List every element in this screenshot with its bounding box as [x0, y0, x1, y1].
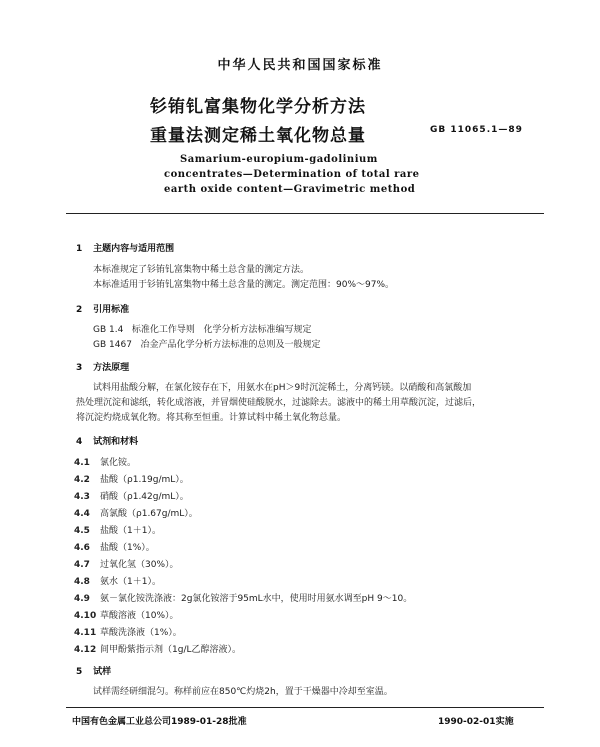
section-1-para-1: 本标准规定了钐铕钆富集物中稀土总含量的测定方法。	[93, 265, 310, 275]
reference-gb-1467: GB 1467 冶金产品化学分析方法标准的总则及一般规定	[93, 340, 321, 350]
gb-code: GB 11065.1—89	[430, 125, 523, 135]
reagent-item: 4.2 盐酸（ρ1.19g/mL）。	[74, 475, 189, 485]
section-5-para: 试样需经研细混匀。称样前应在850℃灼烧2h，置于干燥器中冷却至室温。	[93, 687, 393, 697]
reagent-item: 4.6 盐酸（1%）。	[74, 543, 155, 553]
section-title: 方法原理	[93, 363, 130, 373]
section-title: 主题内容与适用范围	[93, 244, 175, 254]
reagent-item: 4.10 草酸溶液（10%）。	[74, 611, 179, 621]
section-3-line-1: 试料用盐酸分解，在氯化铵存在下，用氨水在pH＞9时沉淀稀土，分离钙镁。以硝酸和高氯酸加	[93, 383, 472, 393]
title-line-2: 重量法测定稀土氧化物总量	[150, 126, 366, 146]
section-1-heading	[76, 241, 174, 254]
national-standard-heading: 中华人民共和国国家标准	[217, 58, 383, 73]
section-3-line-3: 将沉淀灼烧成氧化物。将其称至恒重。计算试料中稀土氧化物总量。	[76, 413, 347, 423]
section-5-heading	[76, 664, 111, 677]
section-number: 2	[76, 305, 83, 315]
reagent-item: 4.4 高氯酸（ρ1.67g/mL）。	[74, 509, 198, 519]
section-3-heading	[76, 360, 129, 373]
reagent-item: 4.9 氨－氯化铵洗涤液：2g氯化铵溶于95mL水中，使用时用氨水调至pH 9～10。	[74, 594, 413, 604]
section-title: 试剂和材料	[93, 437, 139, 447]
section-number: 1	[76, 244, 83, 254]
section-1-para-2: 本标准适用于钐铕钆富集物中稀土总含量的测定。测定范围：90%～97%。	[93, 280, 395, 290]
reagent-item: 4.1 氯化铵。	[74, 458, 137, 468]
english-title-line-2: concentrates—Determination of total rare	[164, 169, 420, 180]
section-number: 3	[76, 363, 83, 373]
reagent-item: 4.11 草酸洗涤液（1%）。	[74, 628, 182, 638]
reagent-item: 4.12 间甲酚紫指示剂（1g/L乙醇溶液）。	[74, 645, 241, 655]
section-title: 试样	[93, 667, 112, 677]
section-number: 5	[76, 667, 83, 677]
reference-gb-1-4: GB 1.4 标准化工作导则 化学分析方法标准编写规定	[93, 325, 312, 335]
english-title-line-3: earth oxide content—Gravimetric method	[164, 184, 416, 195]
section-4-heading	[76, 434, 138, 447]
effective-date: 1990-02-01实施	[438, 717, 514, 727]
english-title-line-1: Samarium-europium-gadolinium	[180, 154, 378, 165]
section-number: 4	[76, 437, 83, 447]
reagent-item: 4.8 氨水（1＋1）。	[74, 577, 161, 587]
footer-divider	[66, 707, 544, 708]
header-divider	[66, 213, 544, 214]
reagent-item: 4.7 过氧化氢（30%）。	[74, 560, 179, 570]
section-3-line-2: 热处理沉淀和滤纸，转化成溶液，并冒烟使硅酸脱水，过滤除去。滤液中的稀土用草酸沉淀，过滤后，	[76, 398, 482, 408]
approval-line: 中国有色金属工业总公司1989-01-28批准	[72, 717, 247, 727]
section-title: 引用标准	[93, 305, 130, 315]
reagent-item: 4.3 硝酸（ρ1.42g/mL）。	[74, 492, 189, 502]
reagent-item: 4.5 盐酸（1＋1）。	[74, 526, 161, 536]
section-2-heading	[76, 302, 129, 315]
title-line-1: 钐铕钆富集物化学分析方法	[150, 97, 366, 117]
